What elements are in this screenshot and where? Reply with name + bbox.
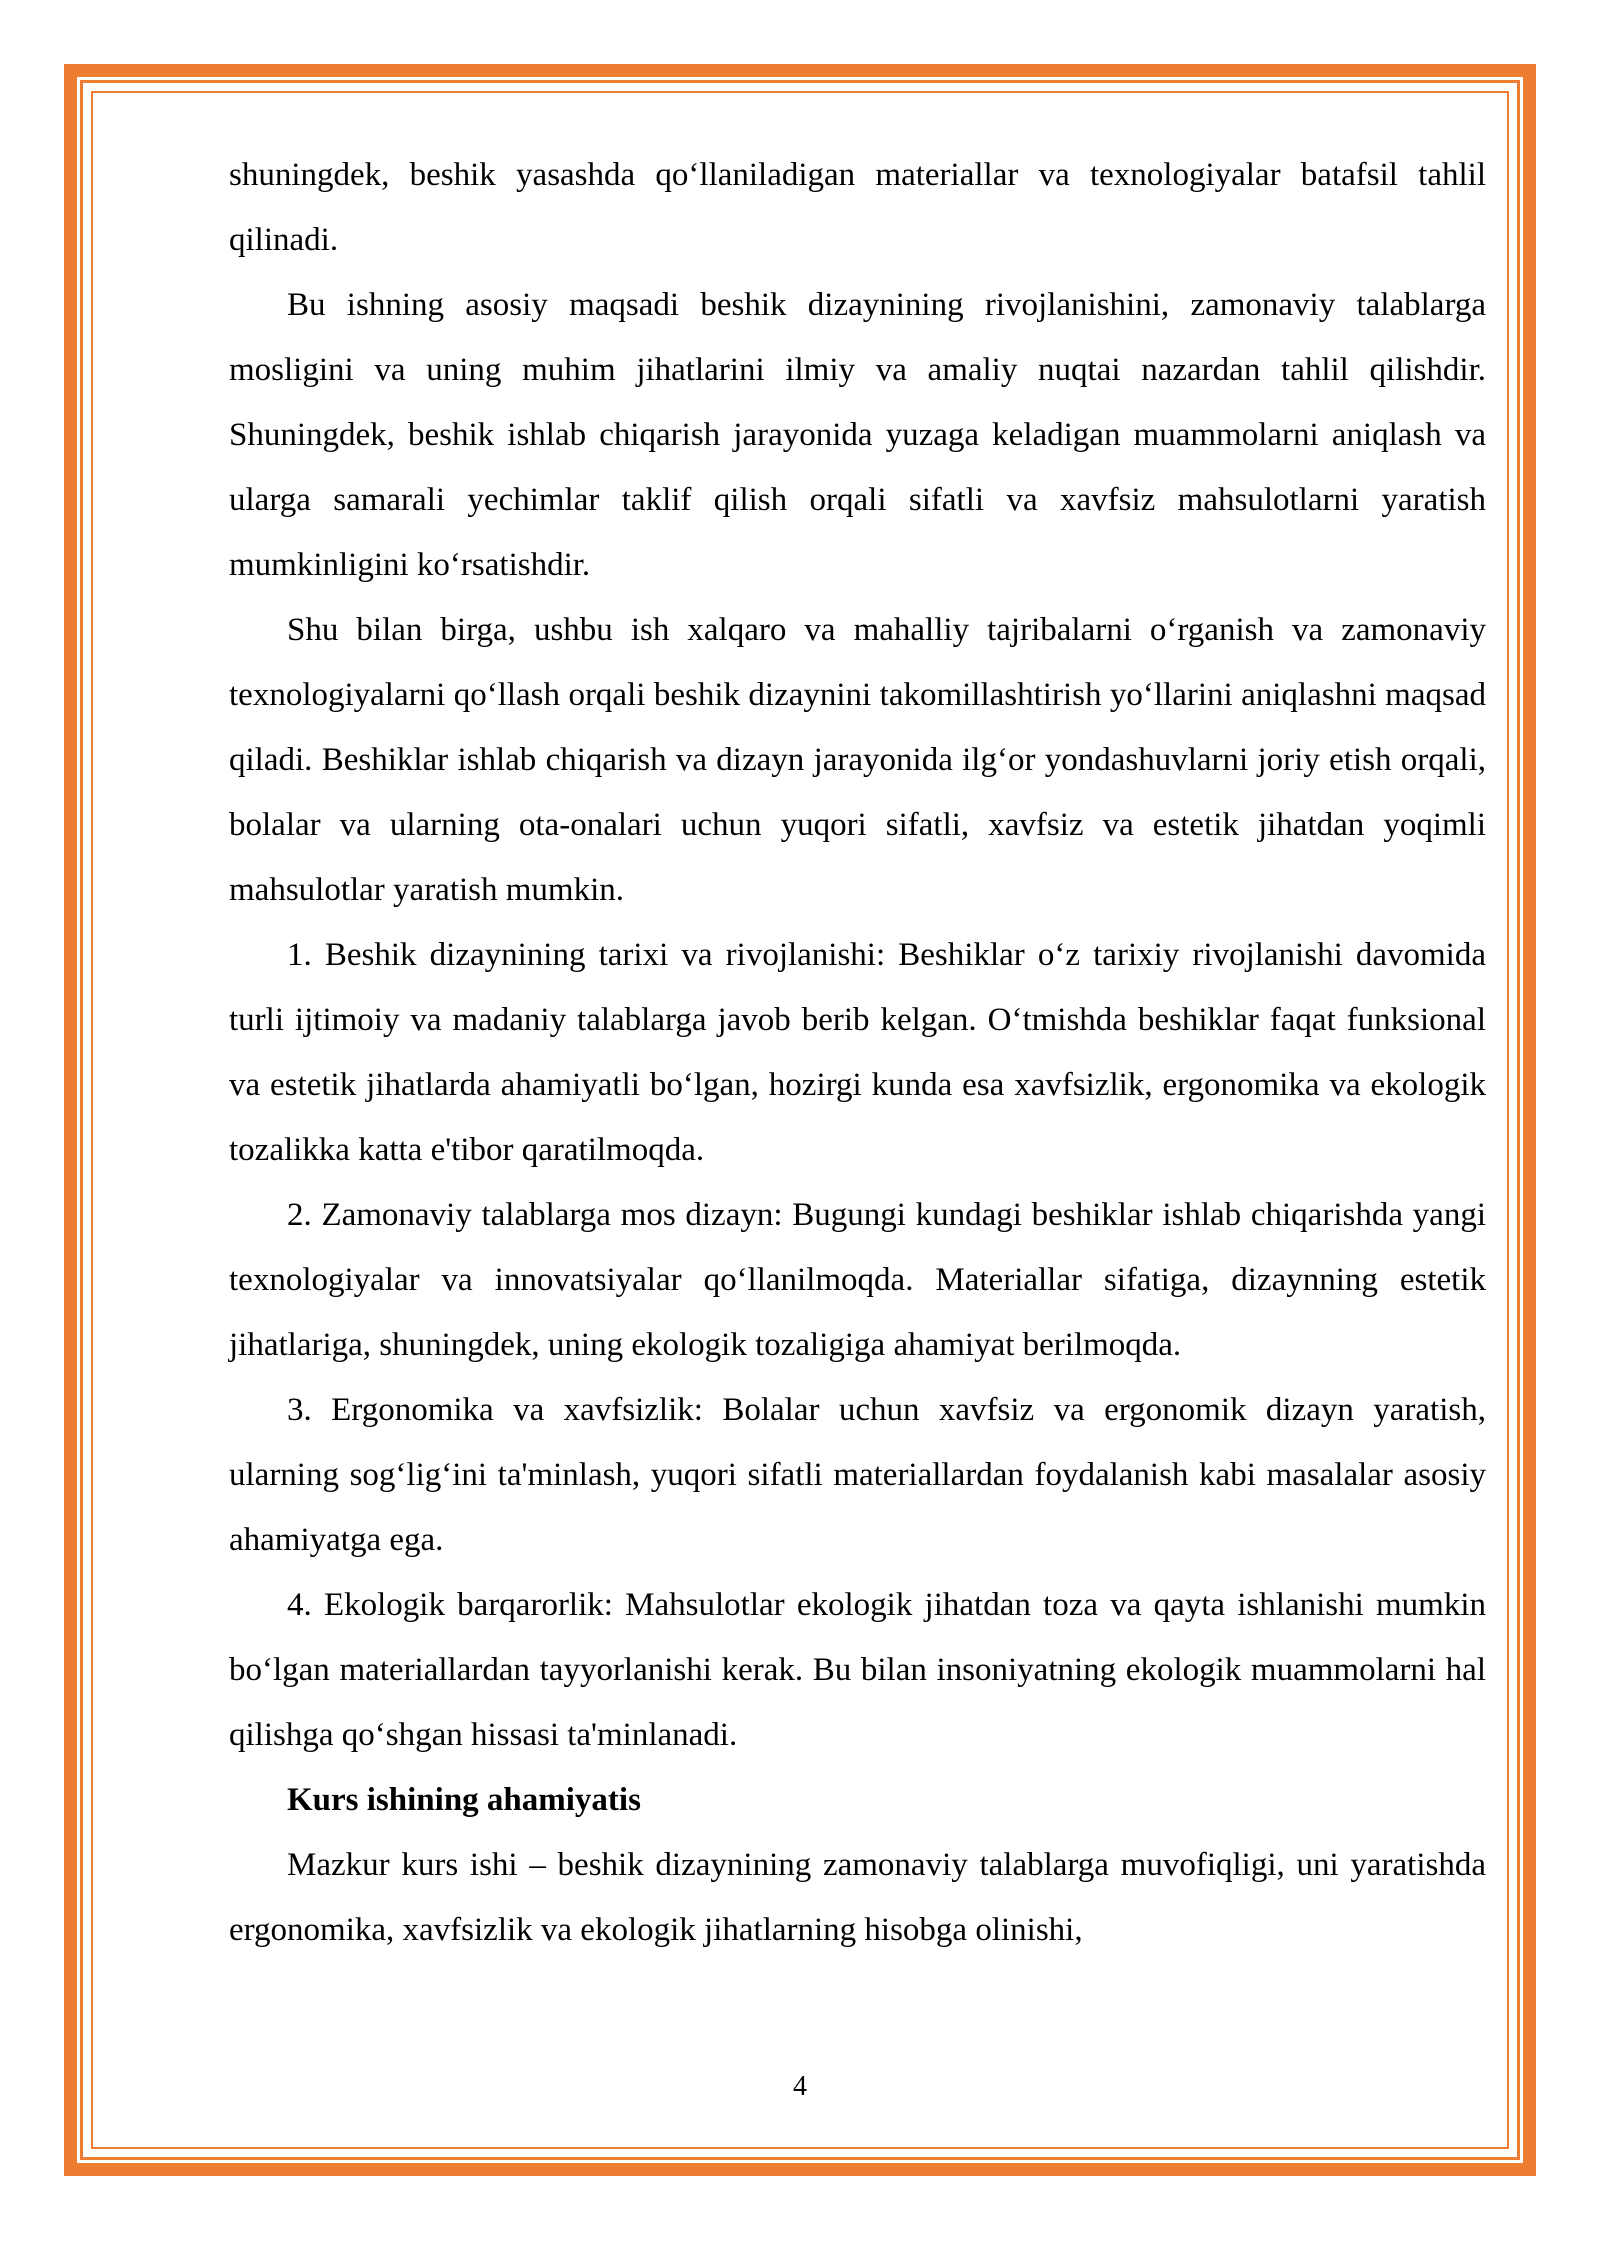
list-item-1: 1. Beshik dizaynining tarixi va rivojlanishi: Beshiklar o‘z tarixiy rivojlanishi davomida turli ijtimoiy va madaniy talablarga javob berib kelgan. O‘tmishda beshiklar faqat funksional va estetik jihatlarda ahamiyatli bo‘lgan, hozirgi kunda esa xavfsizlik, ergonomika va ekologik tozalikka katta e'tibor qaratilmoqda. bbox=[229, 937, 1486, 1168]
document-body bbox=[229, 143, 1486, 1963]
paragraph-continuation: shuningdek, beshik yasashda qo‘llaniladigan materiallar va texnologiyalar batafsil tahlil qilinadi. bbox=[229, 157, 1486, 258]
paragraph-additional-goal: Shu bilan birga, ushbu ish xalqaro va mahalliy tajribalarni o‘rganish va zamonaviy texnologiyalarni qo‘llash orqali beshik dizaynini takomillashtirish yo‘llarini aniqlashni maqsad qiladi. Beshiklar ishlab chiqarish va dizayn jarayonida ilg‘or yondashuvlarni joriy etish orqali, bolalar va ularning ota-onalari uchun yuqori sifatli, xavfsiz va estetik jihatdan yoqimli mahsulotlar yaratish mumkin. bbox=[229, 612, 1486, 908]
paragraph-main-goal: Bu ishning asosiy maqsadi beshik dizaynining rivojlanishini, zamonaviy talablarga mosligini va uning muhim jihatlarini ilmiy va amaliy nuqtai nazardan tahlil qilishdir. Shuningdek, beshik ishlab chiqarish jarayonida yuzaga keladigan muammolarni aniqlash va ularga samarali yechimlar taklif qilish orqali sifatli va xavfsiz mahsulotlarni yaratish mumkinligini ko‘rsatishdir. bbox=[229, 287, 1486, 583]
paragraph-closing: Mazkur kurs ishi – beshik dizaynining zamonaviy talablarga muvofiqligi, uni yaratishda ergonomika, xavfsizlik va ekologik jihatlarning hisobga olinishi, bbox=[229, 1847, 1486, 1948]
list-item-2: 2. Zamonaviy talablarga mos dizayn: Bugungi kundagi beshiklar ishlab chiqarishda yangi texnologiyalar va innovatsiyalar qo‘llanilmoqda. Materiallar sifatiga, dizaynning estetik jihatlariga, shuningdek, uning ekologik tozaligiga ahamiyat berilmoqda. bbox=[229, 1197, 1486, 1363]
page-number: 4 bbox=[793, 2071, 807, 2102]
section-heading: Kurs ishining ahamiyatis bbox=[287, 1782, 641, 1818]
list-item-4: 4. Ekologik barqarorlik: Mahsulotlar ekologik jihatdan toza va qayta ishlanishi mumkin bo‘lgan materiallardan tayyorlanishi kerak. Bu bilan insoniyatning ekologik muammolarni hal qilishga qo‘shgan hissasi ta'minlanadi. bbox=[229, 1587, 1486, 1753]
list-item-3: 3. Ergonomika va xavfsizlik: Bolalar uchun xavfsiz va ergonomik dizayn yaratish, ularning sog‘lig‘ini ta'minlash, yuqori sifatli materiallardan foydalanish kabi masalalar asosiy ahamiyatga ega. bbox=[229, 1392, 1486, 1558]
